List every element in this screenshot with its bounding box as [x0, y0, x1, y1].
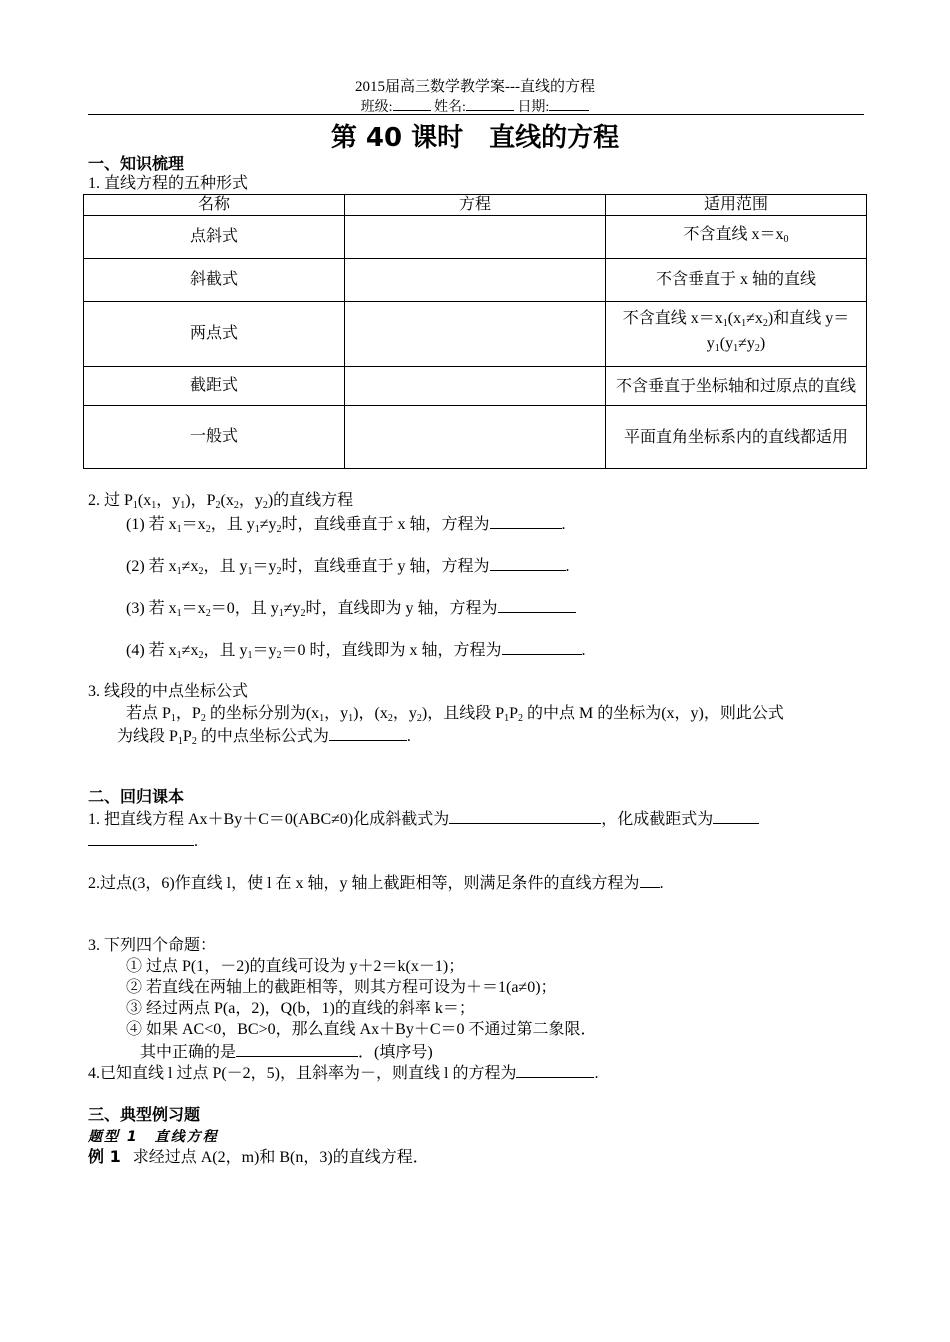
- col-range-header: 适用范围: [606, 195, 867, 216]
- header-rule: [88, 114, 864, 115]
- name-label: 姓名:: [434, 100, 466, 115]
- table-row: [84, 406, 867, 469]
- type-1-heading: 题型 1 直线方程: [88, 1129, 219, 1145]
- review-q3-2: ② 若直线在两轴上的截距相等，则其方程可设为＋＝1(a≠0)；: [126, 979, 557, 996]
- row-equation[interactable]: [345, 367, 606, 406]
- row-equation[interactable]: [345, 259, 606, 302]
- item-2-case-2: (2) 若 $x_1\ne x_2$，且 $y_1=y_2$时，直线垂直于 y 轴，方程为 .: [126, 555, 570, 582]
- row-range: 不含垂直于 x 轴的直线: [606, 259, 867, 302]
- review-q1: 1. 把直线方程 Ax＋By＋C＝0(ABC≠0)化成斜截式为 ，化成截距式为: [88, 808, 759, 830]
- example-1: [88, 1147, 429, 1168]
- header-fields: [0, 95, 950, 116]
- row-range: 不含垂直于坐标轴和过原点的直线: [606, 367, 867, 406]
- answer-blank[interactable]: [502, 639, 582, 655]
- row-range: 不含直线 $x=x_1(x_1\ne x_2)$和直线 $y=y_1(y_1\ne y_2)$: [606, 302, 867, 367]
- item-2-case-4: (4) 若 $x_1\ne x_2$，且 $y_1=y_2=0$ 时，直线即为 x 轴，方程为 .: [126, 639, 586, 666]
- table-row: [84, 367, 867, 406]
- row-equation[interactable]: [345, 406, 606, 469]
- col-name-header: 名称: [84, 195, 345, 216]
- item-2-case-3: (3) 若 $x_1=x_2=0$，且 $y_1\ne y_2$时，直线即为 y 轴，方程为: [126, 597, 576, 624]
- table-header-row: [84, 195, 867, 216]
- item-3: 3. 线段的中点坐标公式: [88, 683, 249, 700]
- item-2: 2. 过 $P_1(x_1$，$y_1$)，$P_2(x_2$，$y_2$)的直线方程: [88, 492, 354, 511]
- table-row: [84, 216, 867, 259]
- review-q3-answer: 其中正确的是 ．(填序号): [140, 1041, 433, 1063]
- row-name: 截距式: [84, 367, 345, 406]
- forms-table: [83, 194, 867, 469]
- header-prefix: 2015届高三数学教学案---: [354, 79, 520, 95]
- review-q3-3: ③ 经过两点 P(a，2)，Q(b，1)的直线的斜率 k＝；: [126, 1000, 475, 1017]
- review-q1-cont: .: [88, 830, 198, 852]
- item-2-case-1: (1) 若 $x_1=x_2$，且 $y_1\ne y_2$时，直线垂直于 x 轴，方程为 .: [126, 513, 566, 540]
- section-2-heading: 二、回归课本: [88, 787, 185, 806]
- item-3-text-1: 若点 $P_1$，$P_2$ 的坐标分别为($x_1$，$y_1$)，($x_2$，$y_2$)，且线段 $P_1P_2$ 的中点 M 的坐标为(x，y)，则此公式: [126, 705, 784, 724]
- name-blank[interactable]: [466, 95, 514, 111]
- answer-blank[interactable]: [329, 725, 407, 741]
- header-title: [0, 77, 950, 96]
- item-1: 1. 直线方程的五种形式: [88, 175, 249, 192]
- answer-blank[interactable]: [640, 872, 660, 888]
- class-blank[interactable]: [393, 95, 431, 111]
- row-range: 平面直角坐标系内的直线都适用: [606, 406, 867, 469]
- page-title: 第 40 课时 直线的方程: [330, 123, 620, 153]
- row-name: 两点式: [84, 302, 345, 367]
- row-equation[interactable]: [345, 216, 606, 259]
- section-1-heading: 一、知识梳理: [88, 154, 185, 173]
- answer-blank[interactable]: [449, 808, 601, 824]
- review-q3: 3. 下列四个命题：: [88, 937, 217, 954]
- review-q2: 2.过点(3，6)作直线 l，使 l 在 x 轴，y 轴上截距相等，则满足条件的直线方程为 .: [88, 872, 664, 894]
- item-3-text-2: 为线段 $P_1P_2$ 的中点坐标公式为 .: [117, 725, 411, 752]
- date-label: 日期:: [517, 100, 550, 115]
- row-equation[interactable]: [345, 302, 606, 367]
- row-range: 不含直线 $x=x_0$: [606, 216, 867, 259]
- section-3-heading: 三、典型例习题: [88, 1105, 201, 1124]
- review-q3-1: ① 过点 P(1，－2)的直线可设为 y＋2＝k(x－1)；: [126, 958, 465, 975]
- answer-blank[interactable]: [490, 555, 566, 571]
- answer-blank[interactable]: [88, 830, 194, 846]
- col-equation-header: 方程: [345, 195, 606, 216]
- class-label: 班级:: [360, 100, 393, 115]
- table-row: [84, 302, 867, 367]
- review-q4: 4.已知直线 l 过点 P(－2，5)，且斜率为－，则直线 l 的方程为 .: [88, 1062, 598, 1084]
- row-name: 斜截式: [84, 259, 345, 302]
- answer-blank[interactable]: [498, 597, 576, 613]
- example-label: 例 1: [88, 1147, 121, 1166]
- date-blank[interactable]: [549, 95, 589, 111]
- row-name: 一般式: [84, 406, 345, 469]
- review-q3-4: ④ 如果 AC<0，BC>0，那么直线 Ax＋By＋C＝0 不通过第二象限．: [126, 1021, 597, 1038]
- answer-blank[interactable]: [713, 808, 759, 824]
- answer-blank[interactable]: [516, 1062, 594, 1078]
- table-row: [84, 259, 867, 302]
- answer-blank[interactable]: [236, 1041, 358, 1057]
- example-text: 求经过点 A(2，m)和 B(n，3)的直线方程．: [132, 1149, 429, 1166]
- header-topic: 直线的方程: [519, 77, 595, 95]
- row-name: 点斜式: [84, 216, 345, 259]
- answer-blank[interactable]: [490, 513, 562, 529]
